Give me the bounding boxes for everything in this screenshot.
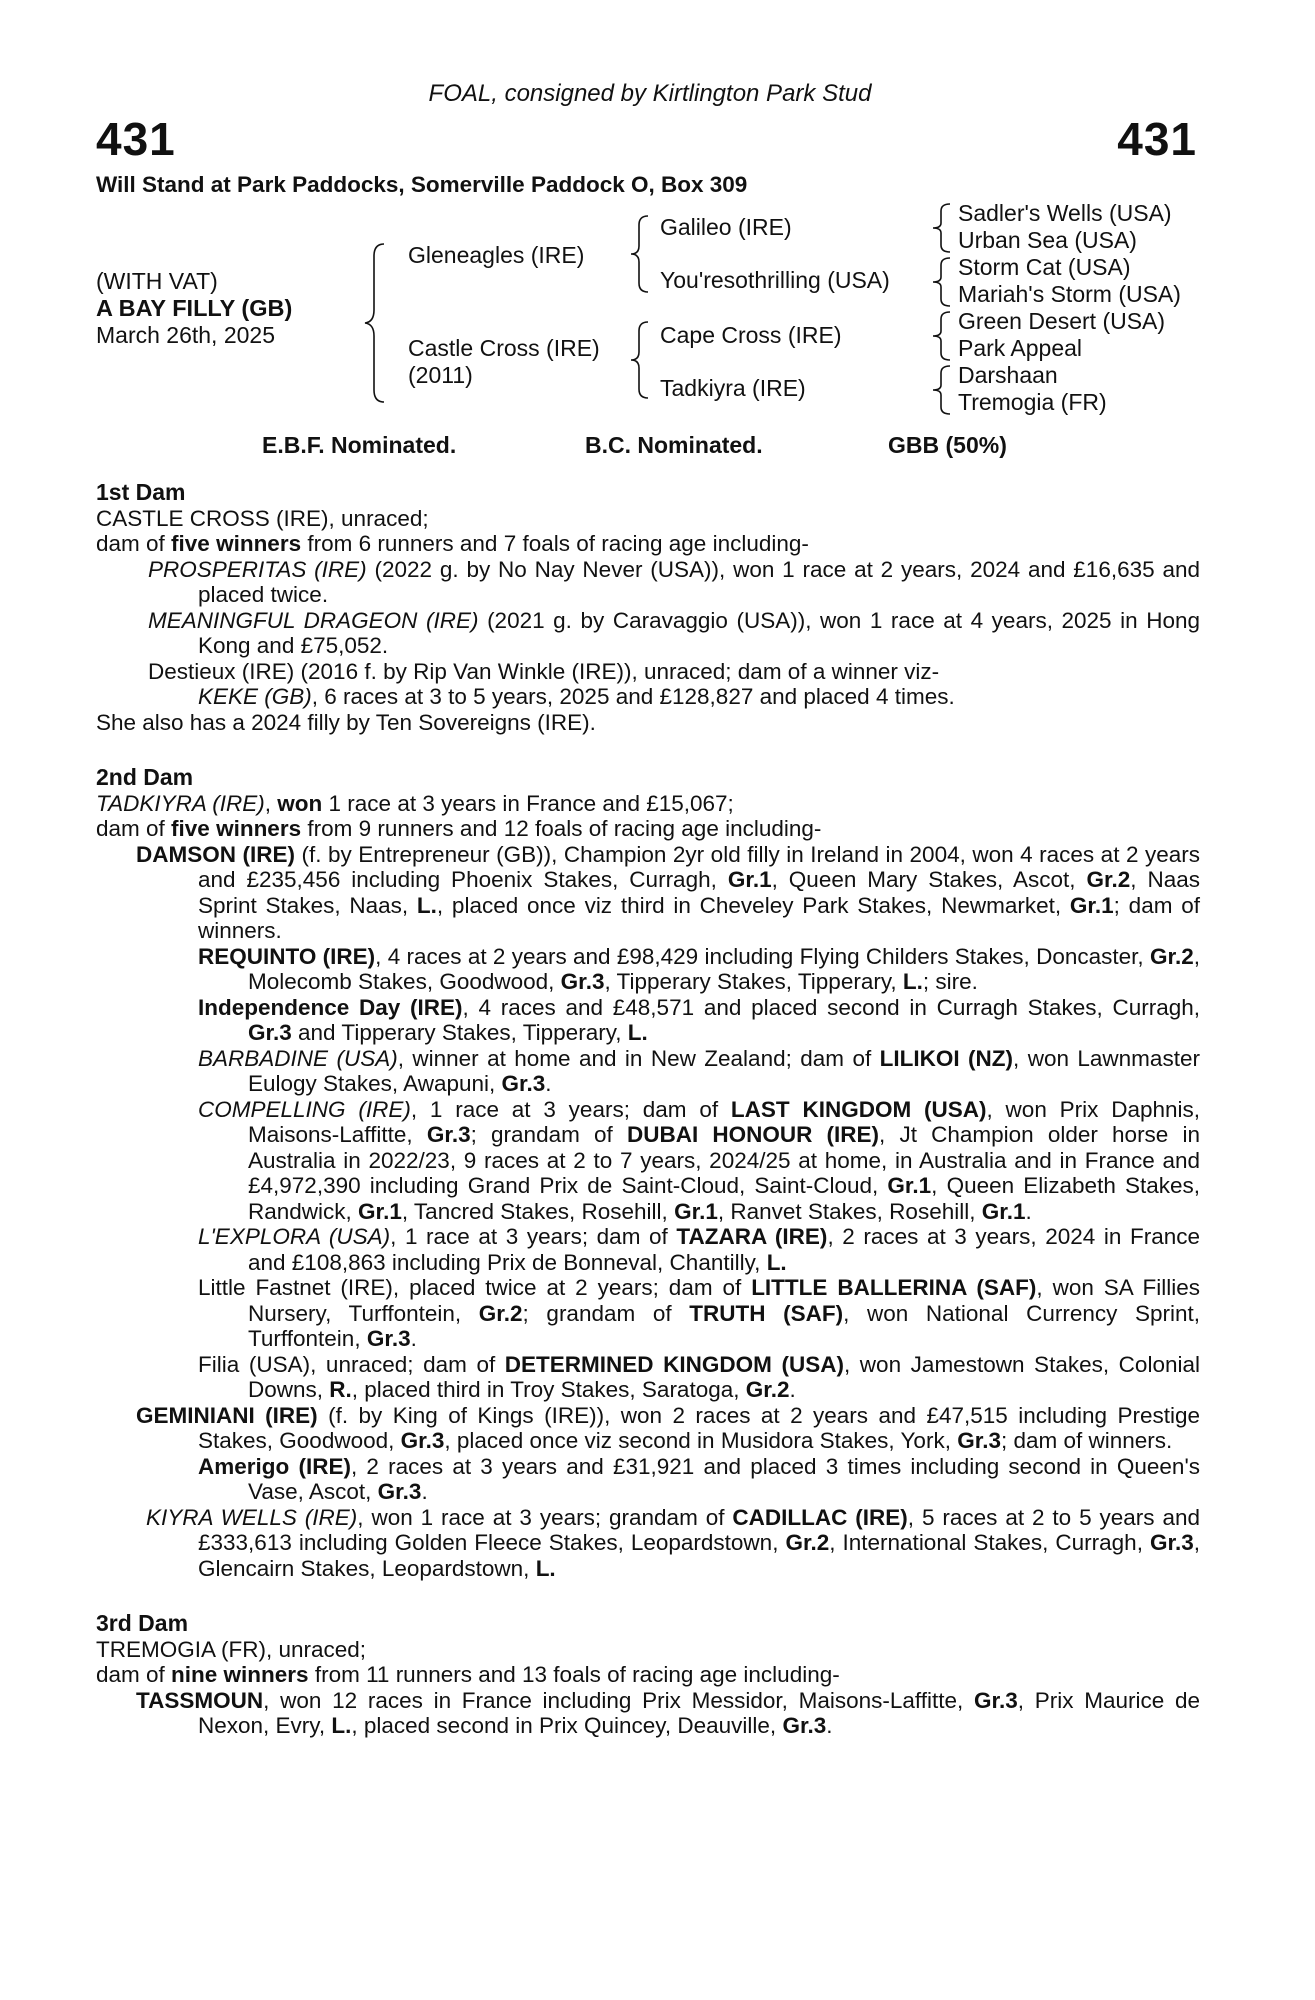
dam-year: (2011) xyxy=(408,362,473,388)
g-brace-4 xyxy=(930,364,954,416)
dam-brace xyxy=(628,320,652,400)
stand-location: Will Stand at Park Paddocks, Somerville Paddock O, Box 309 xyxy=(96,172,748,197)
produce-compelling: COMPELLING (IRE), 1 race at 3 years; dam of LAST KINGDOM (USA), won Prix Daphnis, Maisons-Laffitte, Gr.3; grandam of DUBAI HONOUR (IRE), Jt Champion older horse in Australia in 2022/23, 9 races at 2 to 7 years, 2024/25 at home, in Australia and in France and £4,972,390 including Grand Prix de Saint-Cloud, Saint-Cloud, Gr.1, Queen Elizabeth Stakes, Randwick, Gr.1, Tancred Stakes, Rosehill, Gr.1, Ranvet Stakes, Rosehill, Gr.1. xyxy=(198,1096,1201,1224)
dam-sire-name: Cape Cross (IRE) xyxy=(660,322,842,348)
consignment-line: FOAL, consigned by Kirtlington Park Stud xyxy=(428,80,872,107)
produce-meaningful-drageon: MEANINGFUL DRAGEON (IRE) (2021 g. by Caravaggio (USA)), won 1 race at 4 years, 2025 in Hong Kong and £75,052. xyxy=(148,607,1200,658)
first-dam-produce-summary: dam of five winners from 6 runners and 7 foals of racing age including- xyxy=(96,531,809,556)
produce-amerigo: Amerigo (IRE), 2 races at 3 years and £31,921 and placed 3 times including second in Queen's Vase, Ascot, Gr.3. xyxy=(198,1453,1200,1504)
vat-label: (WITH VAT) xyxy=(96,268,218,294)
ggs-6: Park Appeal xyxy=(958,335,1083,361)
third-dam-produce-summary: dam of nine winners from 11 runners and 13 foals of racing age including- xyxy=(96,1662,840,1687)
bc-nomination: B.C. Nominated. xyxy=(585,432,763,458)
sire-brace xyxy=(628,214,652,294)
g-brace-2 xyxy=(930,256,954,308)
produce-damson: DAMSON (IRE) (f. by Entrepreneur (GB)), Champion 2yr old filly in Ireland in 2004, won 4 races at 2 years and £235,456 including Phoenix Stakes, Curragh, Gr.1, Queen Mary Stakes, Ascot, Gr.2, Naas Sprint Stakes, Naas, L., placed once viz third in Cheveley Park Stakes, Newmarket, Gr.1; dam of winners. xyxy=(136,841,1200,943)
produce-requinto: REQUINTO (IRE), 4 races at 2 years and £98,429 including Flying Childers Stakes, Doncaster, Gr.2, Molecomb Stakes, Goodwood, Gr.3, Tipperary Stakes, Tipperary, L.; sire. xyxy=(198,943,1200,994)
ggs-4: Mariah's Storm (USA) xyxy=(958,281,1181,307)
sire-dam-name: You'resothrilling (USA) xyxy=(660,267,890,293)
produce-kiyra-wells: KIYRA WELLS (IRE), won 1 race at 3 years; grandam of CADILLAC (IRE), 5 races at 2 to 5 years and £333,613 including Golden Fleece Stakes, Leopardstown, Gr.2, International Stakes, Curragh, Gr.3, Glencairn Stakes, Leopardstown, L. xyxy=(146,1504,1201,1581)
produce-keke: KEKE (GB), 6 races at 3 to 5 years, 2025 and £128,827 and placed 4 times. xyxy=(198,684,955,709)
lot-number-left: 431 xyxy=(96,113,176,165)
produce-geminiani: GEMINIANI (IRE) (f. by King of Kings (IRE)), won 2 races at 2 years and £47,515 including Prestige Stakes, Goodwood, Gr.3, placed once viz second in Musidora Stakes, York, Gr.3; dam of winners. xyxy=(136,1402,1200,1453)
ggs-2: Urban Sea (USA) xyxy=(958,227,1137,253)
lot-number-right: 431 xyxy=(1117,113,1197,165)
dam-name: Castle Cross (IRE) xyxy=(408,335,600,361)
produce-tassmoun: TASSMOUN, won 12 races in France including Prix Messidor, Maisons-Laffitte, Gr.3, Prix Maurice de Nexon, Evry, L., placed second in Prix Quincey, Deauville, Gr.3. xyxy=(136,1687,1200,1738)
produce-prosperitas: PROSPERITAS (IRE) (2022 g. by No Nay Never (USA)), won 1 race at 2 years, 2024 and £16,635 and placed twice. xyxy=(148,556,1200,607)
second-dam-produce-summary: dam of five winners from 9 runners and 12 foals of racing age including- xyxy=(96,816,822,841)
catalogue-body xyxy=(96,480,1200,1739)
dam-dam-name: Tadkiyra (IRE) xyxy=(660,375,806,401)
lot-subject-name: A BAY FILLY (GB) xyxy=(96,295,293,321)
first-dam-note: She also has a 2024 filly by Ten Sovereigns (IRE). xyxy=(96,709,596,735)
ggs-3: Storm Cat (USA) xyxy=(958,254,1131,280)
produce-destieux: Destieux (IRE) (2016 f. by Rip Van Winkle (IRE)), unraced; dam of a winner viz- xyxy=(148,658,940,684)
first-dam-line: CASTLE CROSS (IRE), unraced; xyxy=(96,505,429,531)
third-dam-line: TREMOGIA (FR), unraced; xyxy=(96,1636,367,1662)
g-brace-1 xyxy=(930,202,954,254)
produce-lexplora: L'EXPLORA (USA), 1 race at 3 years; dam of TAZARA (IRE), 2 races at 3 years, 2024 in France and £108,863 including Prix de Bonneval, Chantilly, L. xyxy=(198,1224,1200,1275)
second-dam-heading: 2nd Dam xyxy=(96,764,194,790)
ggs-8: Tremogia (FR) xyxy=(958,389,1107,415)
sire-sire-name: Galileo (IRE) xyxy=(660,214,792,240)
ebf-nomination: E.B.F. Nominated. xyxy=(262,432,457,458)
produce-little-fastnet: Little Fastnet (IRE), placed twice at 2 years; dam of LITTLE BALLERINA (SAF), won SA Fillies Nursery, Turffontein, Gr.2; grandam of TRUTH (SAF), won National Currency Sprint, Turffontein, Gr.3. xyxy=(198,1275,1200,1351)
produce-independence-day: Independence Day (IRE), 4 races and £48,571 and placed second in Curragh Stakes, Curragh, Gr.3 and Tipperary Stakes, Tipperary, L. xyxy=(198,994,1200,1045)
ggs-7: Darshaan xyxy=(958,362,1058,388)
g-brace-3 xyxy=(930,310,954,362)
third-dam-heading: 3rd Dam xyxy=(96,1610,189,1636)
gbb-status: GBB (50%) xyxy=(888,432,1007,458)
ggs-1: Sadler's Wells (USA) xyxy=(958,200,1172,226)
second-dam-line: TADKIYRA (IRE), won 1 race at 3 years in France and £15,067; xyxy=(96,790,734,816)
foaling-date: March 26th, 2025 xyxy=(96,322,276,348)
subject-brace xyxy=(362,242,388,404)
produce-filia: Filia (USA), unraced; dam of DETERMINED KINGDOM (USA), won Jamestown Stakes, Colonial Downs, R., placed third in Troy Stakes, Saratoga, Gr.2. xyxy=(198,1351,1200,1402)
produce-barbadine: BARBADINE (USA), winner at home and in New Zealand; dam of LILIKOI (NZ), won Lawnmaster Eulogy Stakes, Awapuni, Gr.3. xyxy=(198,1045,1200,1096)
first-dam-heading: 1st Dam xyxy=(96,479,186,505)
ggs-5: Green Desert (USA) xyxy=(958,308,1166,334)
sire-name: Gleneagles (IRE) xyxy=(408,242,585,268)
